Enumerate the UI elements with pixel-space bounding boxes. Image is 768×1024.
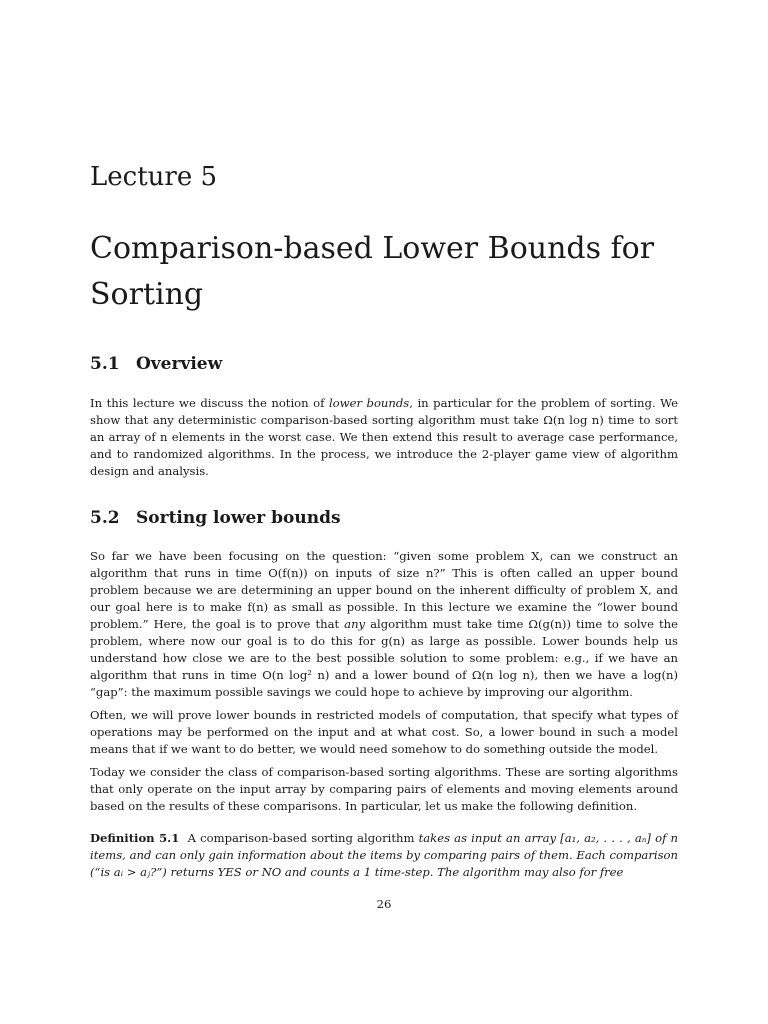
lecture-label: Lecture 5	[90, 162, 218, 192]
sorting-paragraph-1	[90, 548, 678, 701]
overview-text-b: , in particular for the problem of sorting. We show that any deterministic comparison-based sorting algorithm must take Ω(n log n) time to sort an array of n elements in the worst case. We then extend this result to average case performance, and to randomized algorithms. In the process, we introduce the 2-player game view of algorithm design and analysis.	[90, 396, 678, 478]
section-heading-overview	[90, 354, 222, 374]
section-title: Sorting lower bounds	[136, 508, 341, 528]
definition-text-b: takes as input an array [a₁, a₂, . . . , aₙ] of n items, and can only gain information about the items by comparing pairs of them. Each comparison (“is aᵢ > aⱼ?”) returns YES or NO and counts a 1 time-step. The algorithm may also for free	[90, 831, 678, 879]
sorting-text-a: So far we have been focusing on the question: “given some problem X, can we construct an algorithm that runs in time O(f(n)) on inputs of size n?” This is often called an upper bound problem because we are determining an upper bound on the inherent difficulty of problem X, and our goal here is to make f(n) as small as possible. In this lecture we examine the “lower bound problem.” Here, the goal is to prove that	[90, 549, 678, 631]
overview-emphasis: lower bounds	[328, 396, 410, 410]
page-number: 26	[376, 897, 392, 911]
sorting-text-b: algorithm must take time Ω(g(n)) time to solve the problem, where now our goal is to do this for g(n) as large as possible. Lower bounds help us understand how close we are to the best possible solution to some problem: e.g., if we have an algorithm that runs in time O(n log² n) and a lower bound of Ω(n log n), then we have a log(n) “gap”: the maximum possible savings we could hope to achieve by improving our algorithm.	[90, 617, 678, 699]
overview-text-a: In this lecture we discuss the notion of	[90, 396, 329, 410]
overview-paragraph	[90, 395, 678, 480]
definition-paragraph	[90, 830, 678, 881]
section-number: 5.1	[90, 354, 120, 374]
chapter-title: Comparison-based Lower Bounds for Sorting	[90, 231, 655, 312]
definition-label: Definition 5.1	[90, 831, 180, 845]
section-title: Overview	[136, 354, 223, 374]
sorting-paragraph-3: Today we consider the class of comparison-based sorting algorithms. These are sorting algorithms that only operate on the input array by comparing pairs of elements and moving elements around based on the results of these comparisons. In particular, let us make the following definition.	[90, 765, 678, 813]
section-heading-sorting-lower-bounds	[90, 508, 341, 528]
sorting-paragraph-2: Often, we will prove lower bounds in restricted models of computation, that specify what types of operations may be performed on the input and at what cost. So, a lower bound in such a model means that if we want to do better, we would need somehow to do something outside the model.	[90, 708, 678, 756]
section-number: 5.2	[90, 508, 120, 528]
definition-text-a: A comparison-based sorting algorithm	[187, 831, 419, 845]
sorting-emphasis: any	[344, 617, 366, 631]
